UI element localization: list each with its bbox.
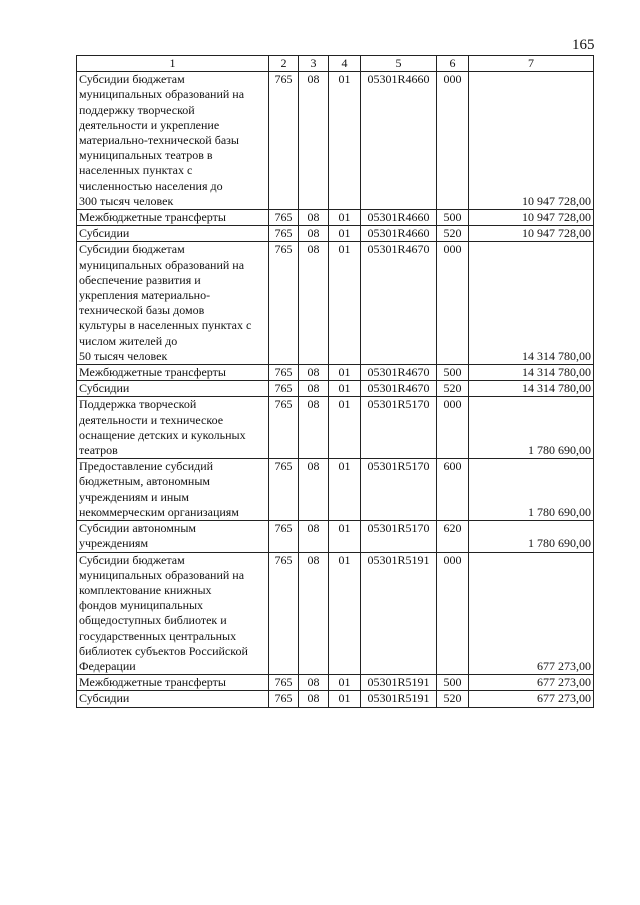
table-row xyxy=(77,72,594,210)
amount-cell: 677 273,00 xyxy=(469,675,594,691)
row-name-cell: Поддержка творческой деятельности и техническое оснащение детских и кукольных театров xyxy=(77,397,269,459)
header-cell: 4 xyxy=(329,56,361,72)
admin-code-cell: 765 xyxy=(269,675,299,691)
subsection-cell: 01 xyxy=(329,242,361,365)
table-row xyxy=(77,365,594,381)
expense-type-cell: 520 xyxy=(437,691,469,707)
row-name-cell: Субсидии xyxy=(77,691,269,707)
row-name-cell: Субсидии бюджетам муниципальных образований на обеспечение развития и укрепления материально- технической базы домов культуры в населенных пунктах с числом жителей до 50 тысяч человек xyxy=(77,242,269,365)
section-cell: 08 xyxy=(299,226,329,242)
admin-code-cell: 765 xyxy=(269,552,299,675)
row-name-cell: Субсидии бюджетам муниципальных образований на комплектование книжных фондов муниципальных общедоступных библиотек и государственных центральных библиотек субъектов Российской Федерации xyxy=(77,552,269,675)
target-article-cell: 05301R4660 xyxy=(361,210,437,226)
amount-cell: 677 273,00 xyxy=(469,691,594,707)
subsection-cell: 01 xyxy=(329,691,361,707)
table-row xyxy=(77,459,594,521)
target-article-cell: 05301R5191 xyxy=(361,675,437,691)
header-cell: 7 xyxy=(469,56,594,72)
subsection-cell: 01 xyxy=(329,210,361,226)
admin-code-cell: 765 xyxy=(269,242,299,365)
amount-cell: 14 314 780,00 xyxy=(469,381,594,397)
section-cell: 08 xyxy=(299,675,329,691)
expense-type-cell: 000 xyxy=(437,72,469,210)
table-row xyxy=(77,521,594,552)
expense-type-cell: 520 xyxy=(437,226,469,242)
section-cell: 08 xyxy=(299,242,329,365)
header-row xyxy=(77,56,594,72)
amount-cell: 10 947 728,00 xyxy=(469,72,594,210)
row-name-cell: Межбюджетные трансферты xyxy=(77,365,269,381)
admin-code-cell: 765 xyxy=(269,459,299,521)
subsection-cell: 01 xyxy=(329,552,361,675)
amount-cell: 1 780 690,00 xyxy=(469,397,594,459)
row-name-cell: Субсидии xyxy=(77,226,269,242)
section-cell: 08 xyxy=(299,72,329,210)
expense-type-cell: 000 xyxy=(437,397,469,459)
target-article-cell: 05301R4660 xyxy=(361,226,437,242)
admin-code-cell: 765 xyxy=(269,226,299,242)
row-name-cell: Субсидии автономным учреждениям xyxy=(77,521,269,552)
table-row xyxy=(77,552,594,675)
expense-type-cell: 520 xyxy=(437,381,469,397)
budget-table xyxy=(76,55,594,708)
header-cell: 2 xyxy=(269,56,299,72)
target-article-cell: 05301R5191 xyxy=(361,691,437,707)
admin-code-cell: 765 xyxy=(269,381,299,397)
row-name-cell: Предоставление субсидий бюджетным, автономным учреждениям и иным некоммерческим организациям xyxy=(77,459,269,521)
table-row xyxy=(77,397,594,459)
amount-cell: 14 314 780,00 xyxy=(469,365,594,381)
row-name-cell: Межбюджетные трансферты xyxy=(77,210,269,226)
header-cell: 6 xyxy=(437,56,469,72)
subsection-cell: 01 xyxy=(329,397,361,459)
table-row xyxy=(77,242,594,365)
subsection-cell: 01 xyxy=(329,381,361,397)
target-article-cell: 05301R5170 xyxy=(361,459,437,521)
table-row xyxy=(77,691,594,707)
subsection-cell: 01 xyxy=(329,459,361,521)
expense-type-cell: 000 xyxy=(437,552,469,675)
admin-code-cell: 765 xyxy=(269,397,299,459)
target-article-cell: 05301R5170 xyxy=(361,521,437,552)
expense-type-cell: 000 xyxy=(437,242,469,365)
subsection-cell: 01 xyxy=(329,365,361,381)
amount-cell: 10 947 728,00 xyxy=(469,226,594,242)
row-name-cell: Межбюджетные трансферты xyxy=(77,675,269,691)
admin-code-cell: 765 xyxy=(269,72,299,210)
header-cell: 1 xyxy=(77,56,269,72)
section-cell: 08 xyxy=(299,521,329,552)
amount-cell: 677 273,00 xyxy=(469,552,594,675)
target-article-cell: 05301R4670 xyxy=(361,381,437,397)
expense-type-cell: 500 xyxy=(437,675,469,691)
expense-type-cell: 500 xyxy=(437,210,469,226)
section-cell: 08 xyxy=(299,365,329,381)
expense-type-cell: 600 xyxy=(437,459,469,521)
section-cell: 08 xyxy=(299,552,329,675)
section-cell: 08 xyxy=(299,397,329,459)
amount-cell: 1 780 690,00 xyxy=(469,521,594,552)
table-row xyxy=(77,381,594,397)
admin-code-cell: 765 xyxy=(269,521,299,552)
target-article-cell: 05301R5191 xyxy=(361,552,437,675)
amount-cell: 1 780 690,00 xyxy=(469,459,594,521)
target-article-cell: 05301R4670 xyxy=(361,242,437,365)
table-row xyxy=(77,675,594,691)
section-cell: 08 xyxy=(299,381,329,397)
target-article-cell: 05301R4660 xyxy=(361,72,437,210)
target-article-cell: 05301R5170 xyxy=(361,397,437,459)
admin-code-cell: 765 xyxy=(269,365,299,381)
row-name-cell: Субсидии xyxy=(77,381,269,397)
row-name-cell: Субсидии бюджетам муниципальных образований на поддержку творческой деятельности и укрепление материально-технической базы муниципальных театров в населенных пунктах с численностью населения до 300 тысяч человек xyxy=(77,72,269,210)
table-body xyxy=(77,56,594,708)
table-row xyxy=(77,210,594,226)
admin-code-cell: 765 xyxy=(269,691,299,707)
subsection-cell: 01 xyxy=(329,675,361,691)
header-cell: 3 xyxy=(299,56,329,72)
amount-cell: 14 314 780,00 xyxy=(469,242,594,365)
expense-type-cell: 500 xyxy=(437,365,469,381)
target-article-cell: 05301R4670 xyxy=(361,365,437,381)
section-cell: 08 xyxy=(299,210,329,226)
subsection-cell: 01 xyxy=(329,521,361,552)
subsection-cell: 01 xyxy=(329,226,361,242)
subsection-cell: 01 xyxy=(329,72,361,210)
section-cell: 08 xyxy=(299,459,329,521)
page-number: 165 xyxy=(572,37,595,53)
section-cell: 08 xyxy=(299,691,329,707)
expense-type-cell: 620 xyxy=(437,521,469,552)
admin-code-cell: 765 xyxy=(269,210,299,226)
table-row xyxy=(77,226,594,242)
amount-cell: 10 947 728,00 xyxy=(469,210,594,226)
header-cell: 5 xyxy=(361,56,437,72)
